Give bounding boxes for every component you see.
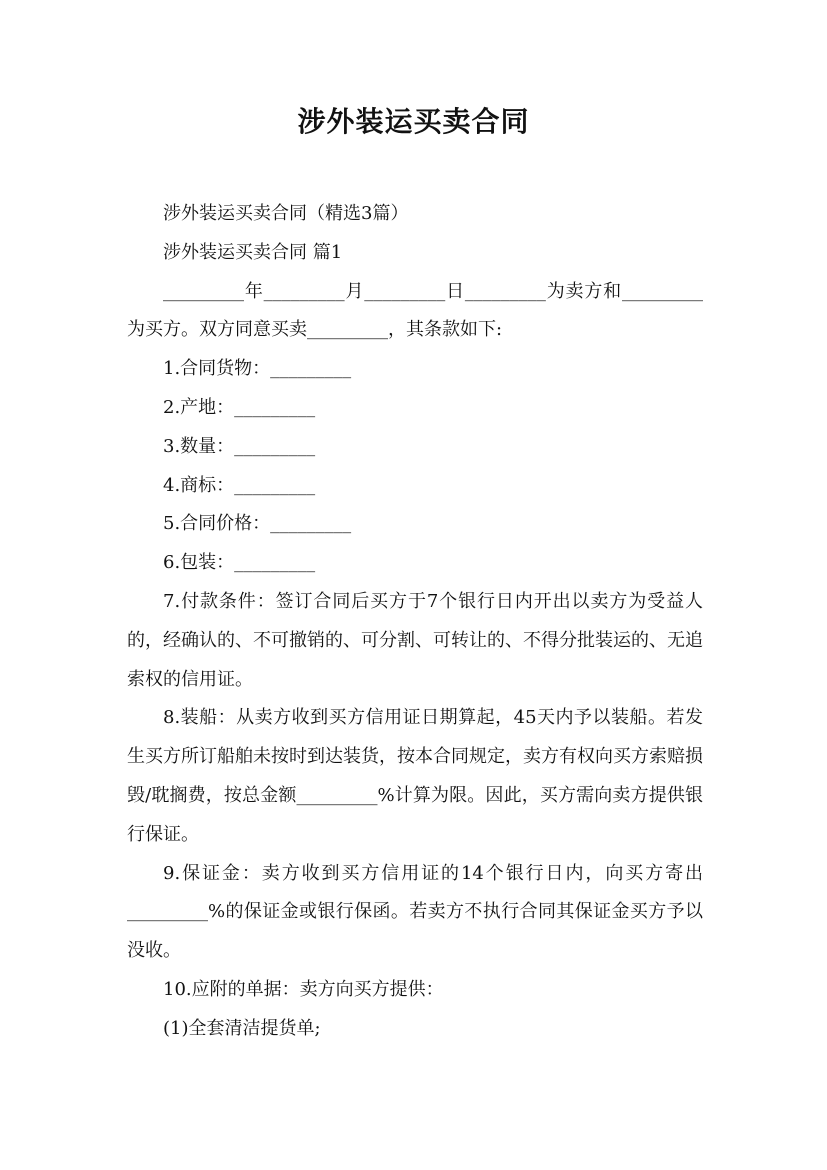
paragraph-parties: _________年_________月_________日_________为卖方和_________为买方。双方同意买卖_________，其条款如下: — [127, 280, 703, 341]
paragraph-subtitle: 涉外装运买卖合同（精选3篇） — [163, 203, 409, 224]
clause-documents-item-1: (1)全套清洁提货单; — [163, 1017, 321, 1039]
clause-quantity: 3.数量：_________ — [163, 435, 316, 457]
clause-documents: 10.应附的单据：卖方向买方提供： — [163, 978, 444, 1000]
clause-goods: 1.合同货物：_________ — [163, 358, 352, 380]
clause-packaging: 6.包装：_________ — [163, 552, 316, 574]
document-title: 涉外装运买卖合同 — [297, 105, 530, 138]
clause-price: 5.合同价格：_________ — [163, 513, 352, 535]
clause-origin: 2.产地：_________ — [163, 396, 316, 418]
clause-trademark: 4.商标：_________ — [163, 474, 316, 496]
clause-payment: 7.付款条件：签订合同后买方于7个银行日内开出以卖方为受益人的，经确认的、不可撤销的、可分割、可转让的、不得分批装运的、无追索权的信用证。 — [127, 590, 703, 690]
clause-shipment: 8.装船：从卖方收到买方信用证日期算起，45天内予以装船。若发生买方所订船舶未按时到达装货，按本合同规定，卖方有权向买方索赔损毁/耽搁费，按总金额_________%计算为限。因此，买方需向卖方提供银行保证。 — [127, 707, 703, 845]
clause-deposit: 9.保证金：卖方收到买方信用证的14个银行日内，向买方寄出_________%的保证金或银行保函。若卖方不执行合同其保证金买方予以没收。 — [127, 862, 703, 962]
document-body — [127, 195, 703, 1049]
paragraph-section-heading: 涉外装运买卖合同 篇1 — [163, 241, 343, 263]
